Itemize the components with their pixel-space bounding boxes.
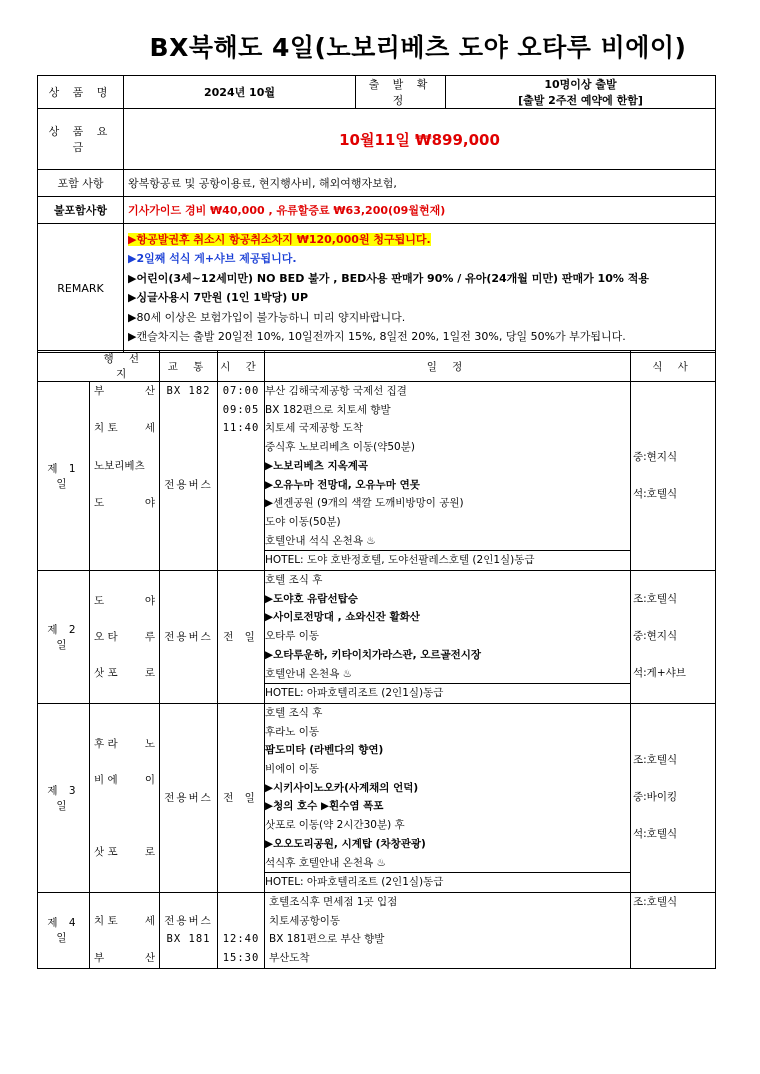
confirm-line-2: [출발 2주전 예약에 한함] <box>518 94 643 107</box>
itinerary-line: 호텔 조식 후 <box>265 574 323 587</box>
header-place: 행 선 지 <box>90 351 160 382</box>
itinerary-line: 중식후 노보리베츠 이동(약50분) <box>265 441 415 454</box>
day-transport: 전용버스 <box>160 703 218 892</box>
itinerary-line: 비에이 이동 <box>265 763 320 776</box>
confirm-value <box>446 76 716 109</box>
product-name-label: 상 품 명 <box>38 76 124 109</box>
itinerary-line: 오타루 이동 <box>265 630 320 643</box>
day-meals: 조:호텔식 <box>631 892 716 968</box>
itinerary-line: ▶시키사이노오카(사계채의 언덕) <box>265 781 419 794</box>
itinerary-line: ▶사이로전망대 , 쇼와신잔 활화산 <box>265 611 420 624</box>
itinerary-line: 호텔안내 석식 온천욕 ♨ <box>265 534 376 547</box>
itinerary-line: 도야 이동(50분) <box>265 515 341 528</box>
day-transport: BX 182 전용버스 <box>160 382 218 571</box>
remark-item: ▶싱글사용시 7만원 (1인 1박당) UP <box>128 291 309 304</box>
header-meal: 식 사 <box>631 351 716 382</box>
itinerary-line: ▶오유누마 전망대, 오유누마 연못 <box>265 478 420 491</box>
day-meals: 조:호텔식 중:바이킹 석:호텔식 <box>631 703 716 892</box>
itinerary-line: 호텔 조식 후 <box>265 706 323 719</box>
day-cities: 치 토 세 부 산 <box>90 892 160 968</box>
day-transport: 전용버스 BX 181 <box>160 892 218 968</box>
include-label: 포함 사항 <box>38 170 124 197</box>
itinerary-line: 치토세 국제공항 도착 <box>265 422 363 435</box>
day-cities: 부 산 치 토 세 노보리베츠 도 야 <box>90 382 160 571</box>
day-cities: 후 라 노 비 에 이 삿 포 로 <box>90 703 160 892</box>
remark-label: REMARK <box>38 224 124 353</box>
itinerary-line: ▶노보리베츠 지옥계곡 <box>265 459 369 472</box>
remark-list <box>124 224 716 353</box>
remark-item: ▶80세 이상은 보험가입이 불가능하니 미리 양지바랍니다. <box>128 310 406 324</box>
include-value: 왕복항공료 및 공항이용료, 현지행사비, 해외여행자보험, <box>124 170 716 197</box>
remark-item: ▶어린이(3세~12세미만) NO BED 불가 , BED사용 판매가 90% / 유아(24개월 미만) 판매가 10% 적용 <box>128 271 649 285</box>
itinerary-line: BX 182편으로 치토세 향발 <box>265 403 391 416</box>
day-itinerary <box>265 382 631 571</box>
day-meals: 중:현지식 석:호텔식 <box>631 382 716 571</box>
itinerary-line: ▶청의 호수 ▶흰수염 폭포 <box>265 800 384 813</box>
itinerary-line: BX 181편으로 부산 향발 <box>269 933 385 946</box>
schedule-table <box>37 350 716 969</box>
remark-item: ▶캔슬차지는 출발 20일전 10%, 10일전까지 15%, 8일전 20%, 1일전 30%, 당일 50%가 부가됩니다. <box>128 330 626 343</box>
day-row <box>38 892 716 968</box>
day-times: 전 일 <box>218 571 265 704</box>
header-itinerary: 일 정 <box>265 351 631 382</box>
itinerary-line: 치토세공항이동 <box>269 914 341 927</box>
day-itinerary <box>265 703 631 892</box>
itinerary-line: 부산 김해국제공항 국제선 집결 <box>265 385 407 397</box>
itinerary-line: ▶오타루운하, 키타이치가라스관, 오르골전시장 <box>265 648 482 661</box>
itinerary-line: ▶센겐공원 (9개의 색깔 도깨비방망이 공원) <box>265 497 464 510</box>
hotel-line: HOTEL: 아파호텔리조트 (2인1실)동급 <box>265 683 630 703</box>
day-label: 제 2 일 <box>38 571 90 704</box>
confirm-label: 출 발 확 정 <box>356 76 446 109</box>
price-label: 상 품 요 금 <box>38 109 124 170</box>
price-value: 10월11일 ₩899,000 <box>124 109 716 170</box>
day-meals: 조:호텔식 중:현지식 석:게+샤브 <box>631 571 716 704</box>
confirm-line-1: 10명이상 출발 <box>544 78 617 91</box>
day-row <box>38 571 716 704</box>
product-name-value: 2024년 10월 <box>124 76 356 109</box>
day-times: 12:40 15:30 <box>218 892 265 968</box>
day-times: 07:00 09:05 11:40 <box>218 382 265 571</box>
itinerary-line: 팜도미타 (라벤다의 향연) <box>265 744 384 757</box>
itinerary-line: ▶도야호 유람선탑승 <box>265 592 358 605</box>
hotel-line: HOTEL: 도야 호반정호텔, 도야선팔레스호텔 (2인1실)동급 <box>265 550 630 570</box>
remark-item: ▶2일째 석식 게+샤브 제공됩니다. <box>128 252 297 265</box>
header-transport: 교 통 <box>160 351 218 382</box>
day-label: 제 1 일 <box>38 382 90 571</box>
day-itinerary <box>265 571 631 704</box>
exclude-value: 기사가이드 경비 ₩40,000 , 유류할증료 ₩63,200(09월현재) <box>124 197 716 224</box>
page-title: BX북해도 4일(노보리베츠 도야 오타루 비에이) <box>149 33 687 62</box>
day-label: 제 3 일 <box>38 703 90 892</box>
day-label: 제 4 일 <box>38 892 90 968</box>
day-times: 전 일 <box>218 703 265 892</box>
day-itinerary <box>265 892 631 968</box>
itinerary-line: 후라노 이동 <box>265 725 320 738</box>
hotel-line: HOTEL: 아파호텔리조트 (2인1실)동급 <box>265 872 630 892</box>
day-row <box>38 382 716 571</box>
itinerary-line: 석식후 호텔안내 온천욕 ♨ <box>265 856 386 869</box>
day-cities: 도 야 오 타 루 삿 포 로 <box>90 571 160 704</box>
exclude-label: 불포함사항 <box>38 197 124 224</box>
header-time: 시 간 <box>218 351 265 382</box>
itinerary-line: 부산도착 <box>269 952 310 965</box>
itinerary-line: 호텔안내 온천욕 ♨ <box>265 667 353 680</box>
day-row <box>38 703 716 892</box>
itinerary-line: 삿포로 이동(약 2시간30분) 후 <box>265 819 405 832</box>
day-transport: 전용버스 <box>160 571 218 704</box>
itinerary-line: ▶오오도리공원, 시계탑 (차창관광) <box>265 837 426 850</box>
remark-item: ▶항공발권후 취소시 항공취소차지 ₩120,000원 청구됩니다. <box>128 232 431 246</box>
itinerary-line: 호텔조식후 면세점 1곳 입점 <box>269 895 398 908</box>
product-info-table <box>37 75 716 353</box>
